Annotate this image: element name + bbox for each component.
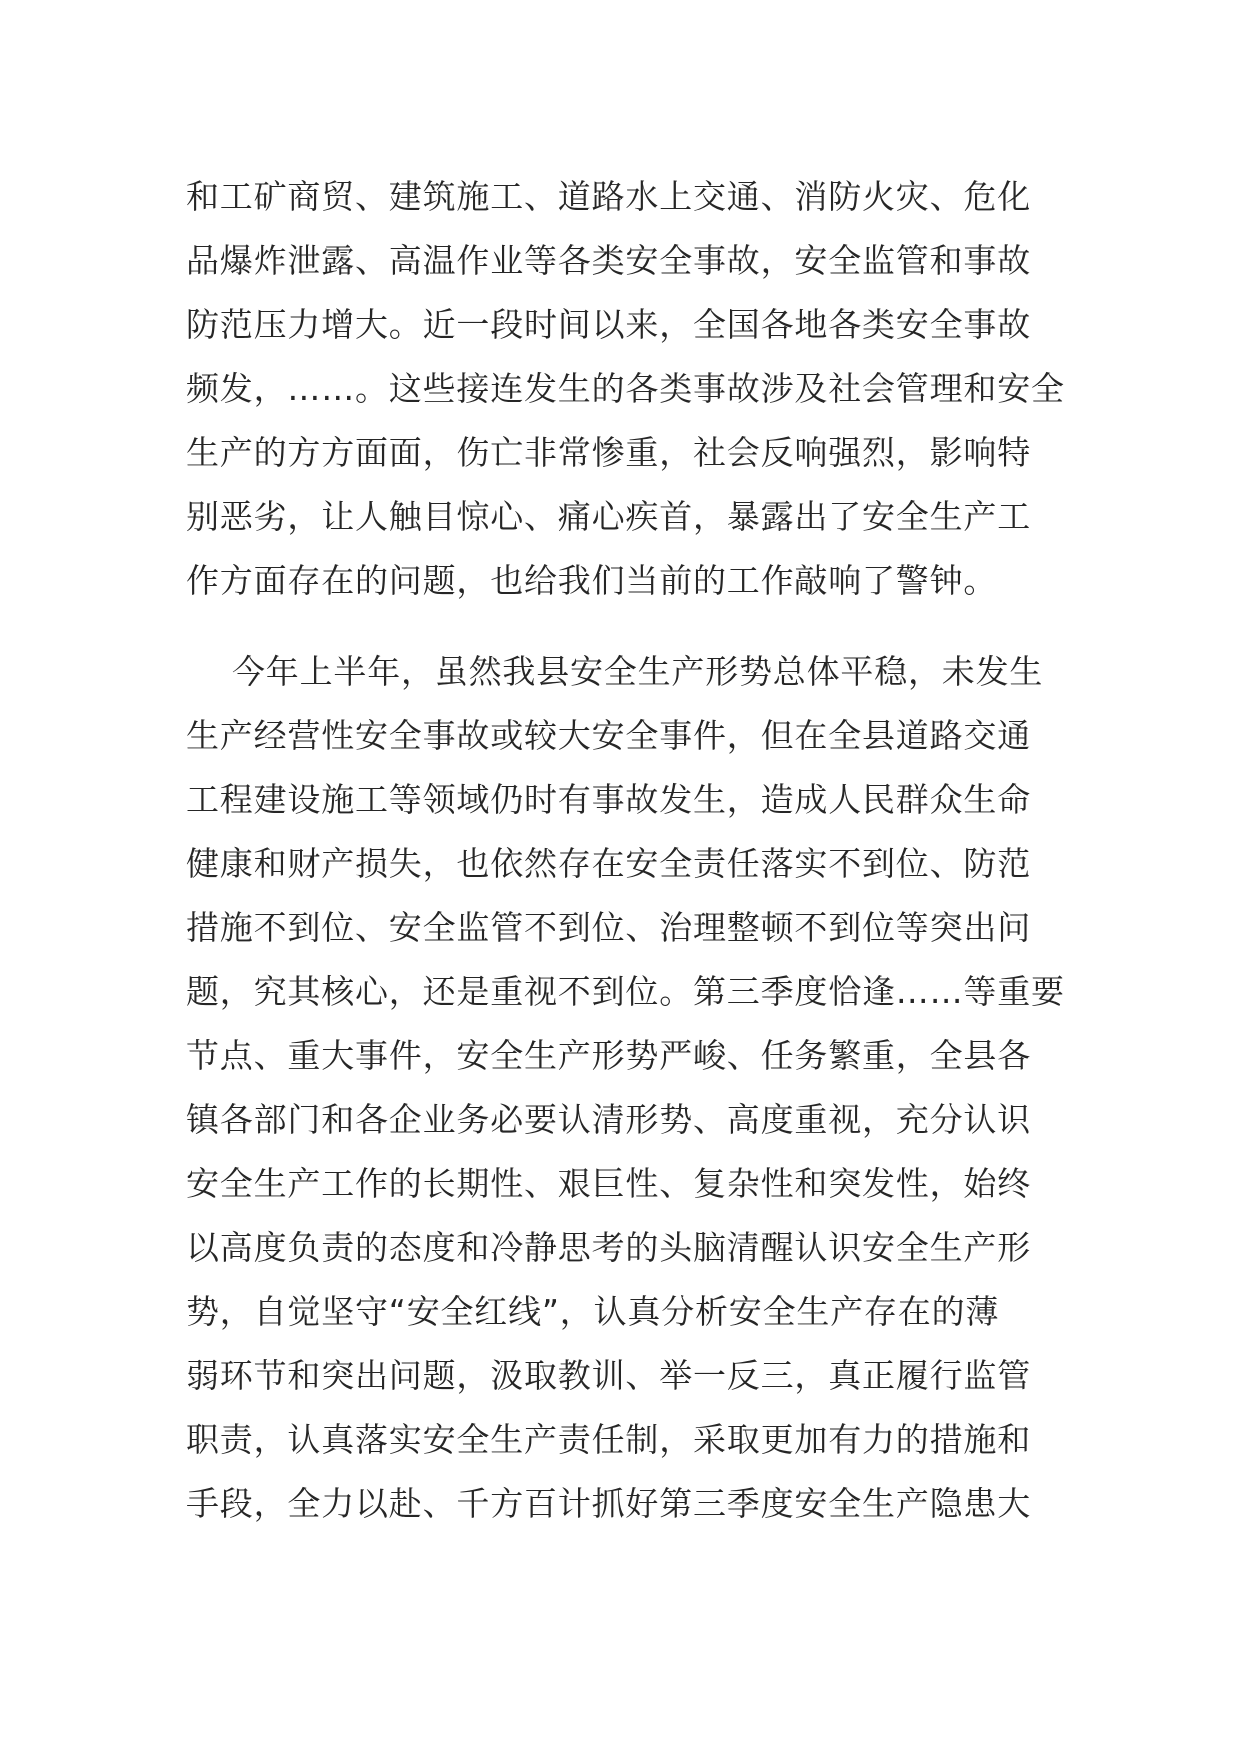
paragraph-line: 手段，全力以赴、千方百计抓好第三季度安全生产隐患大 — [186, 1484, 1031, 1523]
paragraph-line: 作方面存在的问题，也给我们当前的工作敲响了警钟。 — [186, 561, 998, 600]
paragraph-line: 生产经营性安全事故或较大安全事件，但在全县道路交通 — [186, 716, 1031, 755]
paragraph-line: 防范压力增大。近一段时间以来，全国各地各类安全事故 — [186, 305, 1031, 344]
paragraph-2 — [186, 640, 1065, 1536]
paragraph-line: 别恶劣，让人触目惊心、痛心疾首，暴露出了安全生产工 — [186, 497, 1031, 536]
paragraph-line: 安全生产工作的长期性、艰巨性、复杂性和突发性，始终 — [186, 1164, 1031, 1203]
paragraph-1 — [186, 165, 1065, 613]
paragraph-line: 健康和财产损失，也依然存在安全责任落实不到位、防范 — [186, 844, 1031, 883]
paragraph-line: 职责，认真落实安全生产责任制，采取更加有力的措施和 — [186, 1420, 1031, 1459]
paragraph-line: 节点、重大事件，安全生产形势严峻、任务繁重，全县各 — [186, 1036, 1031, 1075]
paragraph-line-indented: 今年上半年，虽然我县安全生产形势总体平稳，未发生 — [232, 652, 1044, 691]
paragraph-line: 题，究其核心，还是重视不到位。第三季度恰逢……等重要 — [186, 972, 1065, 1011]
paragraph-line: 以高度负责的态度和冷静思考的头脑清醒认识安全生产形 — [186, 1228, 1031, 1267]
paragraph-line: 生产的方方面面，伤亡非常惨重，社会反响强烈，影响特 — [186, 433, 1031, 472]
paragraph-line: 措施不到位、安全监管不到位、治理整顿不到位等突出问 — [186, 908, 1031, 947]
paragraph-line: 弱环节和突出问题，汲取教训、举一反三，真正履行监管 — [186, 1356, 1031, 1395]
paragraph-line: 频发，……。这些接连发生的各类事故涉及社会管理和安全 — [186, 369, 1065, 408]
paragraph-line: 工程建设施工等领域仍时有事故发生，造成人民群众生命 — [186, 780, 1031, 819]
paragraph-line: 品爆炸泄露、高温作业等各类安全事故，安全监管和事故 — [186, 241, 1031, 280]
paragraph-line: 势，自觉坚守“安全红线”，认真分析安全生产存在的薄 — [186, 1292, 1000, 1331]
paragraph-line: 和工矿商贸、建筑施工、道路水上交通、消防火灾、危化 — [186, 177, 1031, 216]
paragraph-line: 镇各部门和各企业务必要认清形势、高度重视，充分认识 — [186, 1100, 1031, 1139]
